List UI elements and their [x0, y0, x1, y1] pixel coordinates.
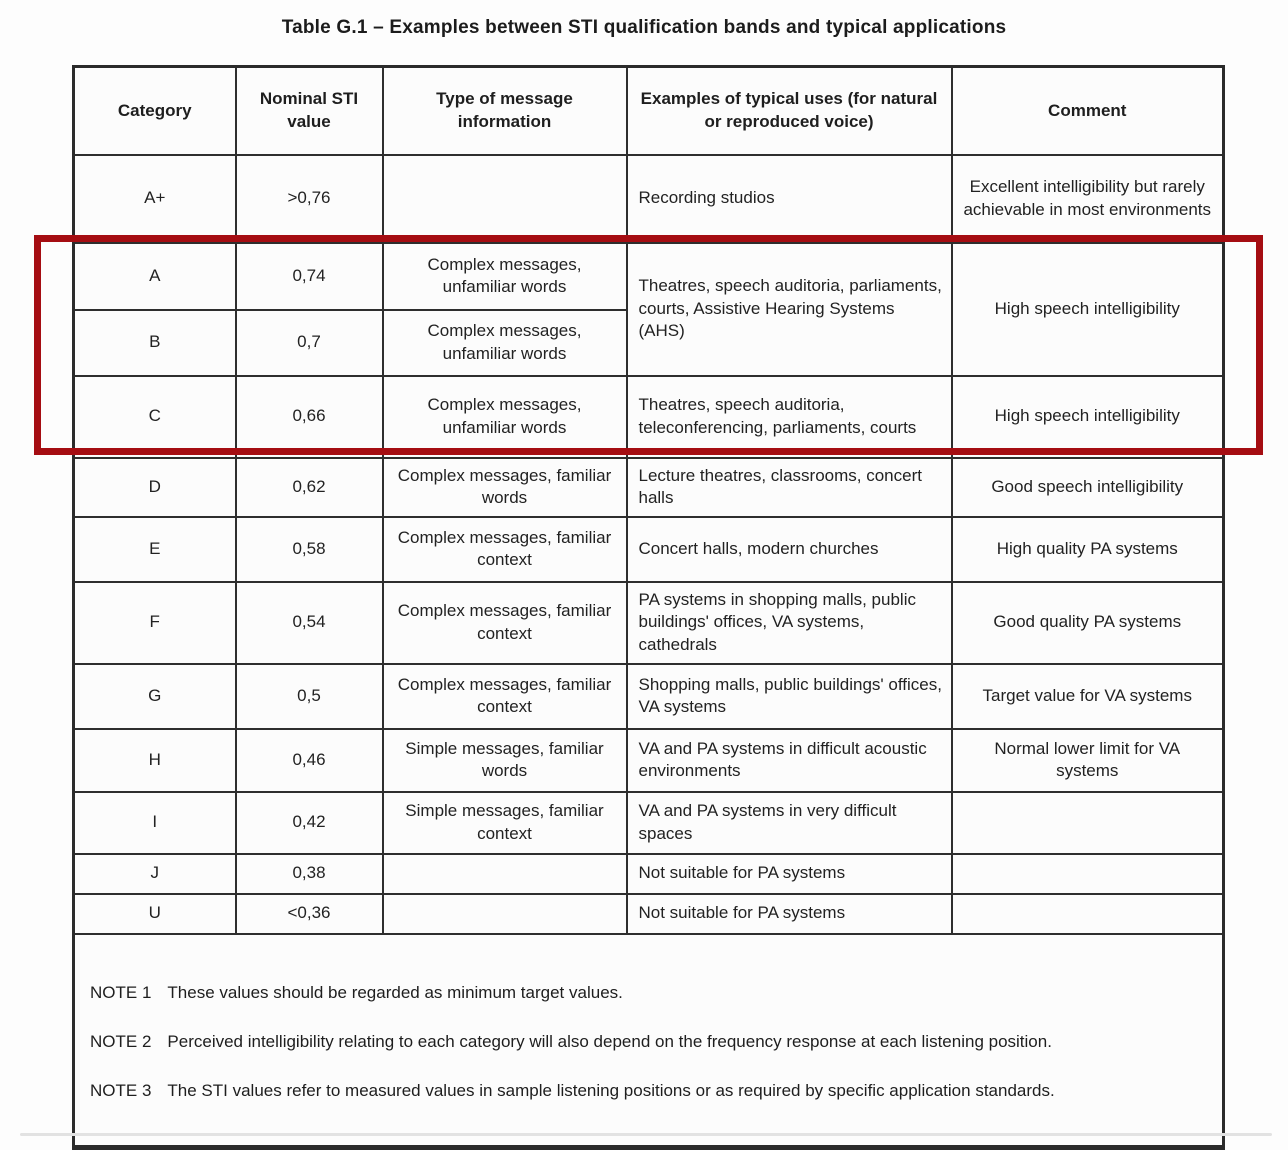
- cell-category: E: [74, 517, 236, 582]
- cell-examples: Recording studios: [627, 155, 952, 243]
- cell-examples: Shopping malls, public buildings' offices, VA systems: [627, 664, 952, 729]
- cell-examples: Concert halls, modern churches: [627, 517, 952, 582]
- cell-sti: 0,5: [236, 664, 383, 729]
- cell-comment: Good quality PA systems: [952, 582, 1224, 664]
- cell-comment: [952, 894, 1224, 934]
- cell-examples: Lecture theatres, classrooms, concert halls: [627, 458, 952, 517]
- note-label: NOTE 1: [90, 983, 152, 1002]
- cell-type: [383, 854, 627, 894]
- cell-comment: Excellent intelligibility but rarely achievable in most environments: [952, 155, 1224, 243]
- cell-comment: High quality PA systems: [952, 517, 1224, 582]
- table-header: [74, 67, 1224, 155]
- note-text: The STI values refer to measured values in sample listening positions or as required by specific application standards.: [167, 1081, 1055, 1100]
- cell-type: Complex messages, familiar words: [383, 458, 627, 517]
- column-header-comment: Comment: [952, 67, 1224, 155]
- cell-examples: VA and PA systems in very difficult spaces: [627, 792, 952, 854]
- table-row-a: [74, 243, 1224, 310]
- cell-comment: High speech intelligibility: [952, 243, 1224, 376]
- column-header-examples: Examples of typical uses (for natural or reproduced voice): [627, 67, 952, 155]
- sti-qualification-table: [72, 65, 1225, 1150]
- cell-sti: >0,76: [236, 155, 383, 243]
- cell-type: Simple messages, familiar words: [383, 729, 627, 792]
- cell-examples: PA systems in shopping malls, public buildings' offices, VA systems, cathedrals: [627, 582, 952, 664]
- cell-comment: Target value for VA systems: [952, 664, 1224, 729]
- table-row-j: [74, 854, 1224, 894]
- table-row-u: [74, 894, 1224, 934]
- cell-examples: Not suitable for PA systems: [627, 894, 952, 934]
- table-notes-row: [74, 934, 1224, 1148]
- cell-type: Complex messages, unfamiliar words: [383, 243, 627, 310]
- cell-type: [383, 155, 627, 243]
- cell-sti: 0,38: [236, 854, 383, 894]
- note-3: [90, 1078, 1206, 1103]
- table-row-d: [74, 458, 1224, 517]
- cell-sti: 0,7: [236, 310, 383, 376]
- cell-comment: [952, 792, 1224, 854]
- cell-sti: 0,62: [236, 458, 383, 517]
- note-1: [90, 980, 1206, 1005]
- table-caption: Table G.1 – Examples between STI qualification bands and typical applications: [281, 17, 1007, 38]
- column-header-type: Type of message information: [383, 67, 627, 155]
- cell-sti: 0,42: [236, 792, 383, 854]
- cell-comment: High speech intelligibility: [952, 376, 1224, 458]
- note-2: [90, 1029, 1206, 1054]
- cell-category: H: [74, 729, 236, 792]
- cell-category: F: [74, 582, 236, 664]
- cell-type: Complex messages, familiar context: [383, 582, 627, 664]
- cell-type: Complex messages, familiar context: [383, 517, 627, 582]
- cell-category: A+: [74, 155, 236, 243]
- note-text: Perceived intelligibility relating to each category will also depend on the frequency response at each listening position.: [167, 1032, 1052, 1051]
- table-row-i: [74, 792, 1224, 854]
- cell-category: U: [74, 894, 236, 934]
- cell-sti: <0,36: [236, 894, 383, 934]
- cell-category: G: [74, 664, 236, 729]
- page-artifact-line: [20, 1133, 1272, 1136]
- cell-category: J: [74, 854, 236, 894]
- notes-cell: [74, 934, 1224, 1148]
- cell-type: Complex messages, familiar context: [383, 664, 627, 729]
- cell-type: Simple messages, familiar context: [383, 792, 627, 854]
- table-row-g: [74, 664, 1224, 729]
- cell-category: B: [74, 310, 236, 376]
- cell-examples: VA and PA systems in difficult acoustic environments: [627, 729, 952, 792]
- table-row-h: [74, 729, 1224, 792]
- header-row: [74, 67, 1224, 155]
- cell-category: D: [74, 458, 236, 517]
- cell-category: I: [74, 792, 236, 854]
- cell-sti: 0,58: [236, 517, 383, 582]
- cell-type: Complex messages, unfamiliar words: [383, 310, 627, 376]
- cell-type: [383, 894, 627, 934]
- cell-sti: 0,54: [236, 582, 383, 664]
- cell-comment: Normal lower limit for VA systems: [952, 729, 1224, 792]
- table-body: [74, 155, 1224, 1148]
- cell-category: C: [74, 376, 236, 458]
- table-row-aplus: [74, 155, 1224, 243]
- note-label: NOTE 2: [90, 1032, 152, 1051]
- table-row-c: [74, 376, 1224, 458]
- column-header-sti: Nominal STI value: [236, 67, 383, 155]
- cell-examples: Theatres, speech auditoria, parliaments, courts, Assistive Hearing Systems (AHS): [627, 243, 952, 376]
- column-header-category: Category: [74, 67, 236, 155]
- table-row-e: [74, 517, 1224, 582]
- cell-examples: Not suitable for PA systems: [627, 854, 952, 894]
- cell-category: A: [74, 243, 236, 310]
- note-label: NOTE 3: [90, 1081, 152, 1100]
- cell-comment: [952, 854, 1224, 894]
- cell-sti: 0,46: [236, 729, 383, 792]
- cell-sti: 0,66: [236, 376, 383, 458]
- note-text: These values should be regarded as minimum target values.: [167, 983, 623, 1002]
- cell-sti: 0,74: [236, 243, 383, 310]
- cell-type: Complex messages, unfamiliar words: [383, 376, 627, 458]
- cell-comment: Good speech intelligibility: [952, 458, 1224, 517]
- cell-examples: Theatres, speech auditoria, teleconferencing, parliaments, courts: [627, 376, 952, 458]
- table-row-f: [74, 582, 1224, 664]
